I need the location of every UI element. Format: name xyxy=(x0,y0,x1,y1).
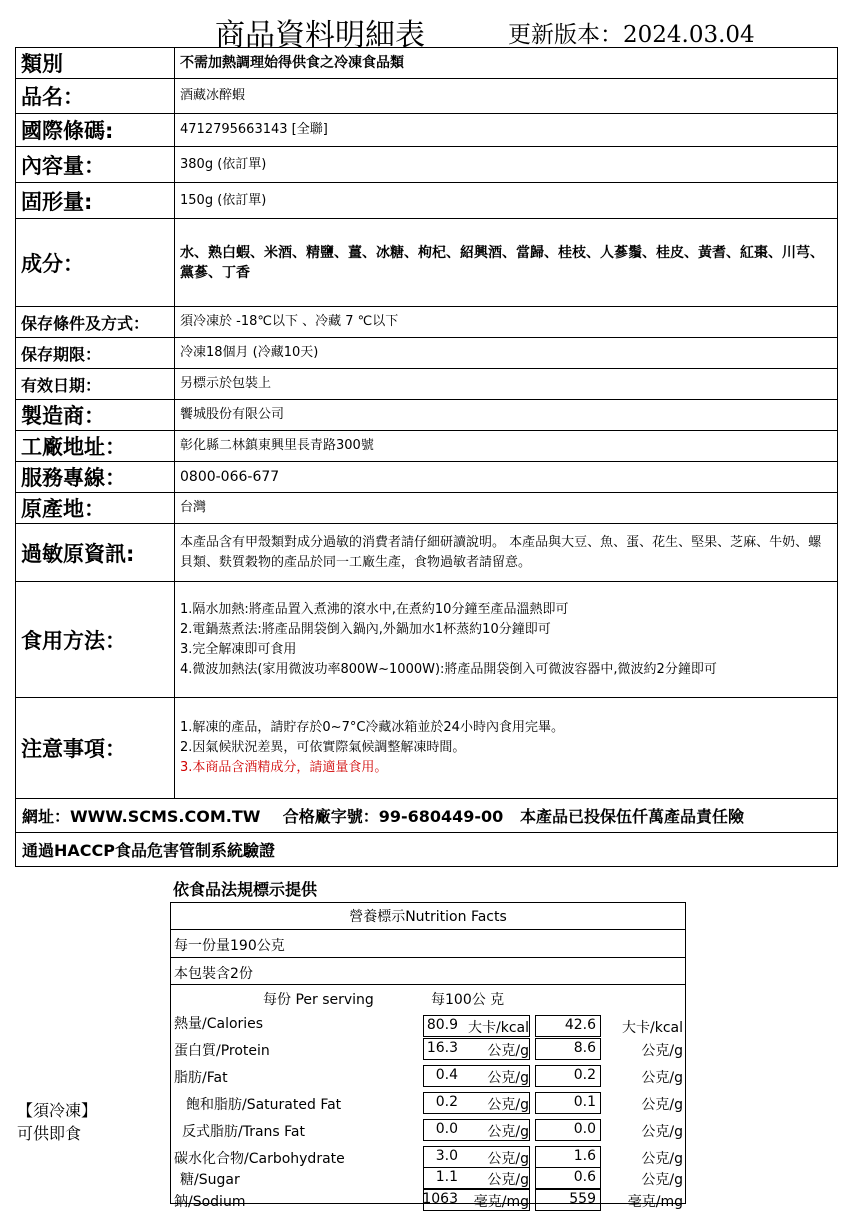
spec-label: 過敏原資訊: xyxy=(16,524,175,582)
spec-row-product-name xyxy=(16,79,838,114)
nutrient-row xyxy=(171,1189,685,1211)
spec-value: 本產品含有甲殼類對成分過敏的消費者請仔細研讀說明。 本產品與大豆、魚、蛋、花生、堅果、芝麻、牛奶、螺貝類、麩質穀物的產品於同一工廠生產，食物過敏者請留意。 xyxy=(175,524,838,582)
usage-line: 2.電鍋蒸煮法:將產品開袋倒入鍋內,外鍋加水1杯蒸約10分鐘即可 xyxy=(180,621,551,637)
spec-value: 須冷凍於 -18℃以下 、冷藏 7 ℃以下 xyxy=(175,307,838,338)
nutrient-name: 鈉/Sodium xyxy=(174,1194,246,1210)
spec-value xyxy=(175,582,838,698)
nutrient-row xyxy=(171,1011,685,1036)
nutrition-title-row xyxy=(171,903,685,930)
spec-row-origin xyxy=(16,493,838,524)
nutrient-row xyxy=(171,1092,685,1114)
footer-text: 通過HACCP食品危害管制系統驗證 xyxy=(16,833,838,867)
per-serving-unit: 公克/g xyxy=(487,1151,529,1167)
per-serving-value: 0.4 xyxy=(435,1067,458,1083)
servings-count: 本包裝含2份 xyxy=(174,966,253,982)
spec-row-notes xyxy=(16,698,838,799)
per-100g-unit: 公克/g xyxy=(641,1097,683,1113)
per-100g-value: 0.1 xyxy=(573,1094,596,1110)
spec-value xyxy=(175,698,838,799)
nutrient-row xyxy=(171,1038,685,1060)
per-serving-unit: 公克/g xyxy=(487,1070,529,1086)
per-100g-value: 1.6 xyxy=(573,1148,596,1164)
per-100g-value: 0.6 xyxy=(573,1169,596,1185)
per-serving-value: 1063 xyxy=(422,1191,458,1207)
spec-row-expiry xyxy=(16,369,838,400)
document-title: 商品資料明細表 xyxy=(215,18,425,53)
spec-row-manufacturer xyxy=(16,400,838,431)
nutrient-name: 反式脂肪/Trans Fat xyxy=(182,1124,305,1140)
spec-label: 品名： xyxy=(16,79,175,114)
per-serving-unit: 毫克/mg xyxy=(473,1194,529,1210)
per-serving-value: 1.1 xyxy=(435,1169,458,1185)
spec-row-barcode xyxy=(16,114,838,147)
per-serving-unit: 公克/g xyxy=(487,1043,529,1059)
nutrition-title: 營養標示Nutrition Facts xyxy=(349,909,507,925)
per-100g-unit: 公克/g xyxy=(641,1124,683,1140)
spec-label: 國際條碼: xyxy=(16,114,175,147)
spec-value: 台灣 xyxy=(175,493,838,524)
per-serving-header: 每份 Per serving xyxy=(263,992,374,1008)
spec-row-usage xyxy=(16,582,838,698)
nutrient-rows xyxy=(171,1011,685,1210)
spec-row-allergen xyxy=(16,524,838,582)
spec-label: 服務專線： xyxy=(16,462,175,493)
nutrient-name: 脂肪/Fat xyxy=(174,1070,228,1086)
per-100g-unit: 毫克/mg xyxy=(627,1194,683,1210)
spec-value: 另標示於包裝上 xyxy=(175,369,838,400)
document-header xyxy=(0,10,854,53)
per-serving-unit: 公克/g xyxy=(487,1097,529,1113)
per-100g-unit: 公克/g xyxy=(641,1070,683,1086)
usage-line: 3.完全解凍即可食用 xyxy=(180,641,297,657)
note-line-warning: 3.本商品含酒精成分，請適量食用。 xyxy=(180,760,388,775)
spec-label: 食用方法： xyxy=(16,582,175,698)
spec-label: 工廠地址： xyxy=(16,431,175,462)
spec-label: 內容量： xyxy=(16,147,175,183)
per-100g-value: 0.2 xyxy=(573,1067,596,1083)
per-serving-unit: 大卡/kcal xyxy=(468,1020,529,1036)
nutrient-name: 碳水化合物/Carbohydrate xyxy=(174,1151,345,1167)
spec-label: 保存期限： xyxy=(16,338,175,369)
nutrient-row xyxy=(171,1065,685,1087)
spec-value: 水、熟白蝦、米酒、精鹽、薑、冰糖、枸杞、紹興酒、當歸、桂枝、人蔘鬚、桂皮、黃耆、紅棗、川芎、黨蔘、丁香 xyxy=(175,219,838,307)
note-line: 2.因氣候狀況差異，可依實際氣候調整解凍時間。 xyxy=(180,740,466,755)
spec-row-hotline xyxy=(16,462,838,493)
spec-row-storage xyxy=(16,307,838,338)
spec-value: 酒藏冰醉蝦 xyxy=(175,79,838,114)
per-100g-value: 8.6 xyxy=(573,1040,596,1056)
per-100g-unit: 公克/g xyxy=(641,1043,683,1059)
nutrient-row xyxy=(171,1167,685,1189)
nutrient-row xyxy=(171,1146,685,1168)
usage-line: 1.隔水加熱:將產品置入煮沸的滾水中,在煮約10分鐘至產品溫熱即可 xyxy=(180,601,569,617)
per-serving-unit: 公克/g xyxy=(487,1172,529,1188)
side-note-frozen: 【須冷凍】 xyxy=(17,1101,98,1120)
spec-label: 類別 xyxy=(16,48,175,79)
spec-label: 成分： xyxy=(16,219,175,307)
nutrient-name: 糖/Sugar xyxy=(180,1172,240,1188)
spec-label: 固形量: xyxy=(16,183,175,219)
per-serving-value: 3.0 xyxy=(435,1148,458,1164)
spec-value: 不需加熱調理始得供食之冷凍食品類 xyxy=(175,48,838,79)
spec-label: 有效日期： xyxy=(16,369,175,400)
serving-size-row xyxy=(171,930,685,958)
spec-row-solid-content xyxy=(16,183,838,219)
spec-row-net-content xyxy=(16,147,838,183)
spec-row-factory-address xyxy=(16,431,838,462)
side-note-ready: 可供即食 xyxy=(17,1124,82,1143)
footer-row-website xyxy=(16,799,838,833)
note-line: 1.解凍的產品，請貯存於0~7°C冷藏冰箱並於24小時內食用完畢。 xyxy=(180,720,564,735)
legal-note: 依食品法規標示提供 xyxy=(173,880,318,899)
usage-line: 4.微波加熱法(家用微波功率800W~1000W):將產品開袋倒入可微波容器中,微波約2分鐘即可 xyxy=(180,661,717,677)
per-100g-value: 559 xyxy=(569,1191,596,1207)
per-serving-value: 80.9 xyxy=(426,1017,458,1033)
spec-value: 彰化縣二林鎮東興里長青路300號 xyxy=(175,431,838,462)
per-serving-value: 16.3 xyxy=(426,1040,458,1056)
spec-label: 原產地： xyxy=(16,493,175,524)
spec-row-category xyxy=(16,48,838,79)
serving-size: 每一份量190公克 xyxy=(174,938,285,954)
nutrition-column-header xyxy=(171,985,685,1011)
footer-row-haccp xyxy=(16,833,838,867)
spec-label: 製造商： xyxy=(16,400,175,431)
per-100g-value: 0.0 xyxy=(573,1121,596,1137)
footer-text: 網址：WWW.SCMS.COM.TW 合格廠字號：99-680449-00 本產品已投保伍仟萬產品責任險 xyxy=(16,799,838,833)
spec-label: 注意事項： xyxy=(16,698,175,799)
per-serving-unit: 公克/g xyxy=(487,1124,529,1140)
version-label: 更新版本：2024.03.04 xyxy=(508,22,755,48)
spec-row-ingredients xyxy=(16,219,838,307)
nutrient-name: 蛋白質/Protein xyxy=(174,1043,270,1059)
spec-row-shelf-life xyxy=(16,338,838,369)
spec-table xyxy=(15,47,838,867)
spec-value: 0800-066-677 xyxy=(175,462,838,493)
nutrition-facts-table xyxy=(170,902,686,1210)
nutrient-row xyxy=(171,1119,685,1141)
spec-value: 饗城股份有限公司 xyxy=(175,400,838,431)
per-100g-unit: 大卡/kcal xyxy=(622,1020,683,1036)
spec-value: 4712795663143 [全聯] xyxy=(175,114,838,147)
nutrient-name: 熱量/Calories xyxy=(174,1016,264,1032)
nutrient-name: 飽和脂肪/Saturated Fat xyxy=(186,1097,342,1113)
per-serving-value: 0.0 xyxy=(435,1121,458,1137)
servings-row xyxy=(171,958,685,985)
per-100g-header: 每100公 克 xyxy=(431,992,505,1008)
per-100g-unit: 公克/g xyxy=(641,1172,683,1188)
spec-label: 保存條件及方式： xyxy=(16,307,175,338)
per-100g-unit: 公克/g xyxy=(641,1151,683,1167)
per-serving-value: 0.2 xyxy=(435,1094,458,1110)
spec-value: 150g (依訂單) xyxy=(175,183,838,219)
per-100g-value: 42.6 xyxy=(564,1017,596,1033)
spec-value: 380g (依訂單) xyxy=(175,147,838,183)
spec-value: 冷凍18個月 (冷藏10天) xyxy=(175,338,838,369)
